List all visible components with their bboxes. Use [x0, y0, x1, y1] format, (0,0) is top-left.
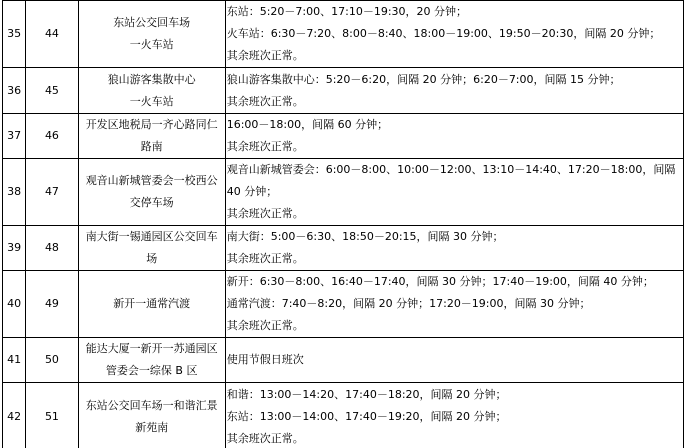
table-row [3, 271, 684, 338]
schedule-text [225, 1, 683, 68]
schedule-line: 其余班次正常。 [226, 207, 304, 220]
route-name-line: 路南 [140, 140, 163, 153]
table-row [3, 68, 684, 114]
route-name-line: 能达大厦一新开一苏通园区 [85, 342, 218, 355]
schedule-line: 其余班次正常。 [226, 49, 304, 62]
schedule-text [225, 226, 683, 271]
row-index: 37 [3, 114, 26, 159]
route-name-line: 新开一通常汽渡 [113, 297, 191, 310]
schedule-line: 40 分钟； [226, 185, 278, 198]
table-row [3, 114, 684, 159]
schedule-line: 其余班次正常。 [226, 140, 304, 153]
table-row [3, 159, 684, 226]
schedule-line: 其余班次正常。 [226, 94, 304, 108]
table-row [3, 338, 684, 383]
schedule-line: 通常汽渡：7:40－8:20，间隔 20 分钟；17:20－19:00，间隔 30 分钟； [226, 297, 591, 310]
row-index: 39 [3, 226, 26, 271]
route-number: 49 [26, 271, 78, 338]
table-row [3, 1, 684, 68]
route-name-line: 东站公交回车场一和谐汇景 [85, 398, 218, 412]
schedule-line: 和谐：13:00－14:20、17:40－18:20，间隔 20 分钟； [226, 387, 507, 401]
route-number: 45 [26, 68, 78, 114]
schedule-line: 狼山游客集散中心：5:20－6:20，间隔 20 分钟；6:20－7:00，间隔 15 分钟； [226, 72, 621, 86]
route-name [78, 114, 225, 159]
row-index: 42 [3, 383, 26, 448]
route-name-line: 场 [146, 252, 158, 265]
schedule-line: 观音山新城管委会：6:00－8:00、10:00－12:00、13:10－14:40、17:20－18:00，间隔 [226, 163, 676, 176]
route-name [78, 226, 225, 271]
route-name [78, 271, 225, 338]
schedule-line: 火车站：6:30－7:20、8:00－8:40、18:00－19:00、19:50－20:30，间隔 20 分钟； [226, 27, 661, 40]
route-name [78, 338, 225, 383]
schedule-text [225, 338, 683, 383]
row-index: 36 [3, 68, 26, 114]
route-name-line: 东站公交回车场 [113, 16, 191, 29]
bus-schedule-table [2, 0, 684, 448]
route-name-line: 交停车场 [129, 196, 174, 209]
route-name [78, 68, 225, 114]
table-row [3, 226, 684, 271]
route-name-line: 观音山新城管委会一校西公 [85, 174, 218, 187]
schedule-line: 其余班次正常。 [226, 431, 304, 445]
schedule-line: 其余班次正常。 [226, 319, 304, 332]
route-name-line: 狼山游客集散中心 [107, 72, 196, 86]
row-index: 40 [3, 271, 26, 338]
schedule-line: 新开：6:30－8:00、16:40－17:40，间隔 30 分钟；17:40－19:00，间隔 40 分钟； [226, 275, 654, 288]
schedule-line: 南大街：5:00－6:30、18:50－20:15，间隔 30 分钟； [226, 230, 504, 243]
route-name [78, 1, 225, 68]
schedule-line: 使用节假日班次 [226, 353, 304, 366]
row-index: 35 [3, 1, 26, 68]
route-name-line: 新苑南 [135, 420, 169, 434]
route-number: 47 [26, 159, 78, 226]
route-number: 46 [26, 114, 78, 159]
schedule-text [225, 114, 683, 159]
schedule-line: 东站：5:20－7:00、17:10－19:30，20 分钟； [226, 5, 468, 18]
route-number: 50 [26, 338, 78, 383]
table-row [3, 383, 684, 448]
route-name [78, 383, 225, 448]
route-number: 51 [26, 383, 78, 448]
route-name-line: 开发区地税局一齐心路同仁 [85, 118, 218, 131]
route-number: 44 [26, 1, 78, 68]
schedule-line: 16:00－18:00，间隔 60 分钟； [226, 118, 389, 131]
route-number: 48 [26, 226, 78, 271]
route-name-line: 管委会一综保 B 区 [105, 364, 198, 377]
schedule-text [225, 383, 683, 448]
schedule-text [225, 159, 683, 226]
route-name [78, 159, 225, 226]
route-name-line: 一火车站 [129, 38, 174, 51]
schedule-text [225, 271, 683, 338]
schedule-line: 其余班次正常。 [226, 252, 304, 265]
schedule-text [225, 68, 683, 114]
route-name-line: 南大街一锡通园区公交回车 [85, 230, 218, 243]
schedule-line: 东站：13:00－14:00、17:40－19:20，间隔 20 分钟； [226, 409, 507, 423]
row-index: 38 [3, 159, 26, 226]
row-index: 41 [3, 338, 26, 383]
route-name-line: 一火车站 [129, 94, 174, 108]
